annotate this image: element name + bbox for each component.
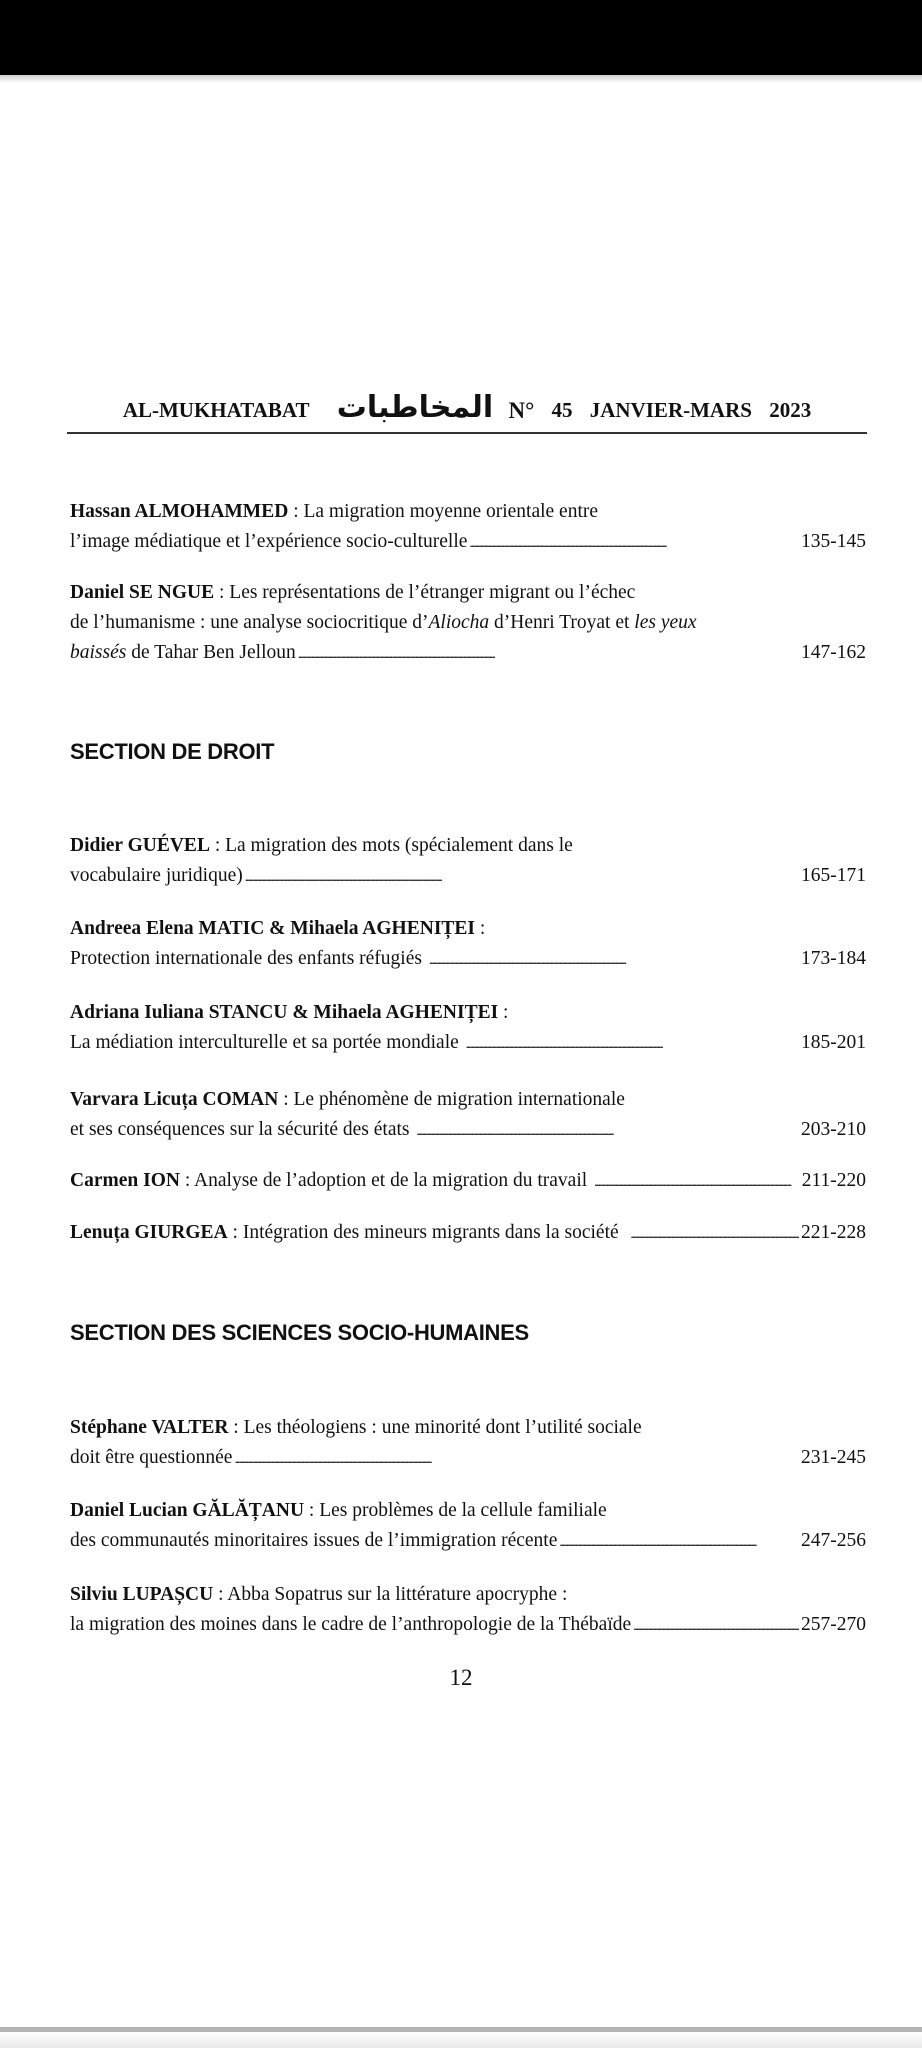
entry-author: Daniel SE NGUE [70, 582, 215, 603]
issue-period: JANVIER-MARS [589, 398, 752, 422]
leader-dots [630, 1218, 799, 1249]
entry-title-cont: de Tahar Ben Jelloun [126, 642, 296, 663]
leader-dots [234, 1443, 799, 1474]
entry-title: : La migration moyenne orientale entre [288, 501, 599, 522]
entry-pages: 257-270 [801, 1614, 866, 1635]
entry-title-italic: Aliocha [428, 612, 490, 633]
entry-title: : Abba Sopatrus sur la littérature apocryphe : [213, 1584, 568, 1605]
leader-dots [466, 1028, 799, 1059]
toc-entry [70, 1496, 866, 1557]
entry-pages: 221-228 [801, 1222, 866, 1243]
entry-author: Lenuța GIURGEA [70, 1222, 228, 1243]
entry-author: Silviu LUPAȘCU [70, 1584, 214, 1605]
entry-author: Didier GUÉVEL [70, 835, 210, 856]
entry-title: : Le phénomène de migration internationale [278, 1089, 625, 1110]
toc-entry [70, 578, 866, 669]
entry-title-cont: La médiation interculturelle et sa portée mondiale [70, 1032, 464, 1053]
entry-pages: 203-210 [801, 1119, 866, 1140]
entry-pages: 147-162 [801, 642, 866, 663]
toc-entry [70, 1413, 866, 1474]
status-bar-shadow [0, 75, 922, 83]
toc-entry [70, 1580, 866, 1641]
section-title: SECTION DES SCIENCES SOCIO-HUMAINES [70, 1320, 529, 1345]
entry-author: Hassan ALMOHAMMED [70, 501, 289, 522]
leader-dots [429, 944, 799, 975]
entry-author: Stéphane VALTER [70, 1417, 229, 1438]
entry-title-cont: doit être questionnée [70, 1447, 233, 1468]
issue-label: N° [508, 397, 535, 423]
running-header [67, 390, 867, 428]
entry-title: : Les problèmes de la cellule familiale [304, 1500, 607, 1521]
entry-title-cont: des communautés minoritaires issues de l’immigration récente [70, 1530, 558, 1551]
entry-title-cont: de l’humanisme : une analyse sociocritique d’ [70, 612, 429, 633]
entry-pages: 211-220 [801, 1170, 866, 1191]
leader-dots [594, 1166, 800, 1197]
entry-pages: 165-171 [801, 865, 866, 886]
entry-title: : Intégration des mineurs migrants dans la société [227, 1222, 629, 1243]
entry-title: : Les représentations de l’étranger migrant ou l’échec [214, 582, 636, 603]
toc-entry [70, 1166, 866, 1197]
status-bar [0, 0, 922, 75]
page-number: 12 [449, 1665, 473, 1690]
journal-name: AL-MUKHATABAT [122, 398, 310, 422]
toc-entry [70, 1218, 866, 1249]
leader-dots [559, 1526, 799, 1557]
entry-title-italic: baissés [70, 642, 127, 663]
entry-pages: 135-145 [801, 531, 866, 552]
toc-entry [70, 1085, 866, 1146]
entry-pages: 173-184 [801, 948, 866, 969]
entry-author: Andreea Elena MATIC & Mihaela AGHENIȚEI [70, 918, 476, 939]
entry-title-cont: la migration des moines dans le cadre de l’anthropologie de la Thébaïde [70, 1614, 632, 1635]
entry-title: : Analyse de l’adoption et de la migration du travail [179, 1170, 593, 1191]
entry-title: : [498, 1002, 509, 1023]
entry-title-cont: et ses conséquences sur la sécurité des états [70, 1119, 415, 1140]
entry-author: Carmen ION [70, 1170, 180, 1191]
toc-entry [70, 831, 866, 892]
bottom-fade [0, 2032, 922, 2048]
entry-author: Daniel Lucian GĂLĂȚANU [70, 1500, 305, 1521]
leader-dots [298, 638, 799, 669]
leader-dots [633, 1610, 799, 1641]
entry-pages: 185-201 [801, 1032, 866, 1053]
toc-entry [70, 998, 866, 1059]
entry-title: : [475, 918, 486, 939]
entry-title-cont: d’Henri Troyat et [489, 612, 635, 633]
section-title: SECTION DE DROIT [70, 739, 275, 764]
entry-author: Adriana Iuliana STANCU & Mihaela AGHENIȚEI [70, 1002, 499, 1023]
toc-entry [70, 914, 866, 975]
leader-dots [469, 527, 799, 558]
issue-year: 2023 [769, 398, 812, 422]
entry-title-cont: l’image médiatique et l’expérience socio-culturelle [70, 531, 468, 552]
entry-pages: 247-256 [801, 1530, 866, 1551]
entry-title-italic: les yeux [634, 612, 697, 633]
toc-entry [70, 497, 866, 558]
leader-dots [245, 861, 799, 892]
entry-title-cont: vocabulaire juridique) [70, 865, 243, 886]
entry-title: : La migration des mots (spécialement dans le [209, 835, 573, 856]
entry-title: : Les théologiens : une minorité dont l’utilité sociale [228, 1417, 642, 1438]
entry-author: Varvara Licuța COMAN [70, 1089, 279, 1110]
leader-dots [416, 1115, 799, 1146]
entry-pages: 231-245 [801, 1447, 866, 1468]
header-rule [67, 432, 867, 434]
journal-name-arabic: المخاطبات [336, 390, 494, 425]
entry-title-cont: Protection internationale des enfants réfugiés [70, 948, 427, 969]
issue-number: 45 [551, 398, 573, 422]
